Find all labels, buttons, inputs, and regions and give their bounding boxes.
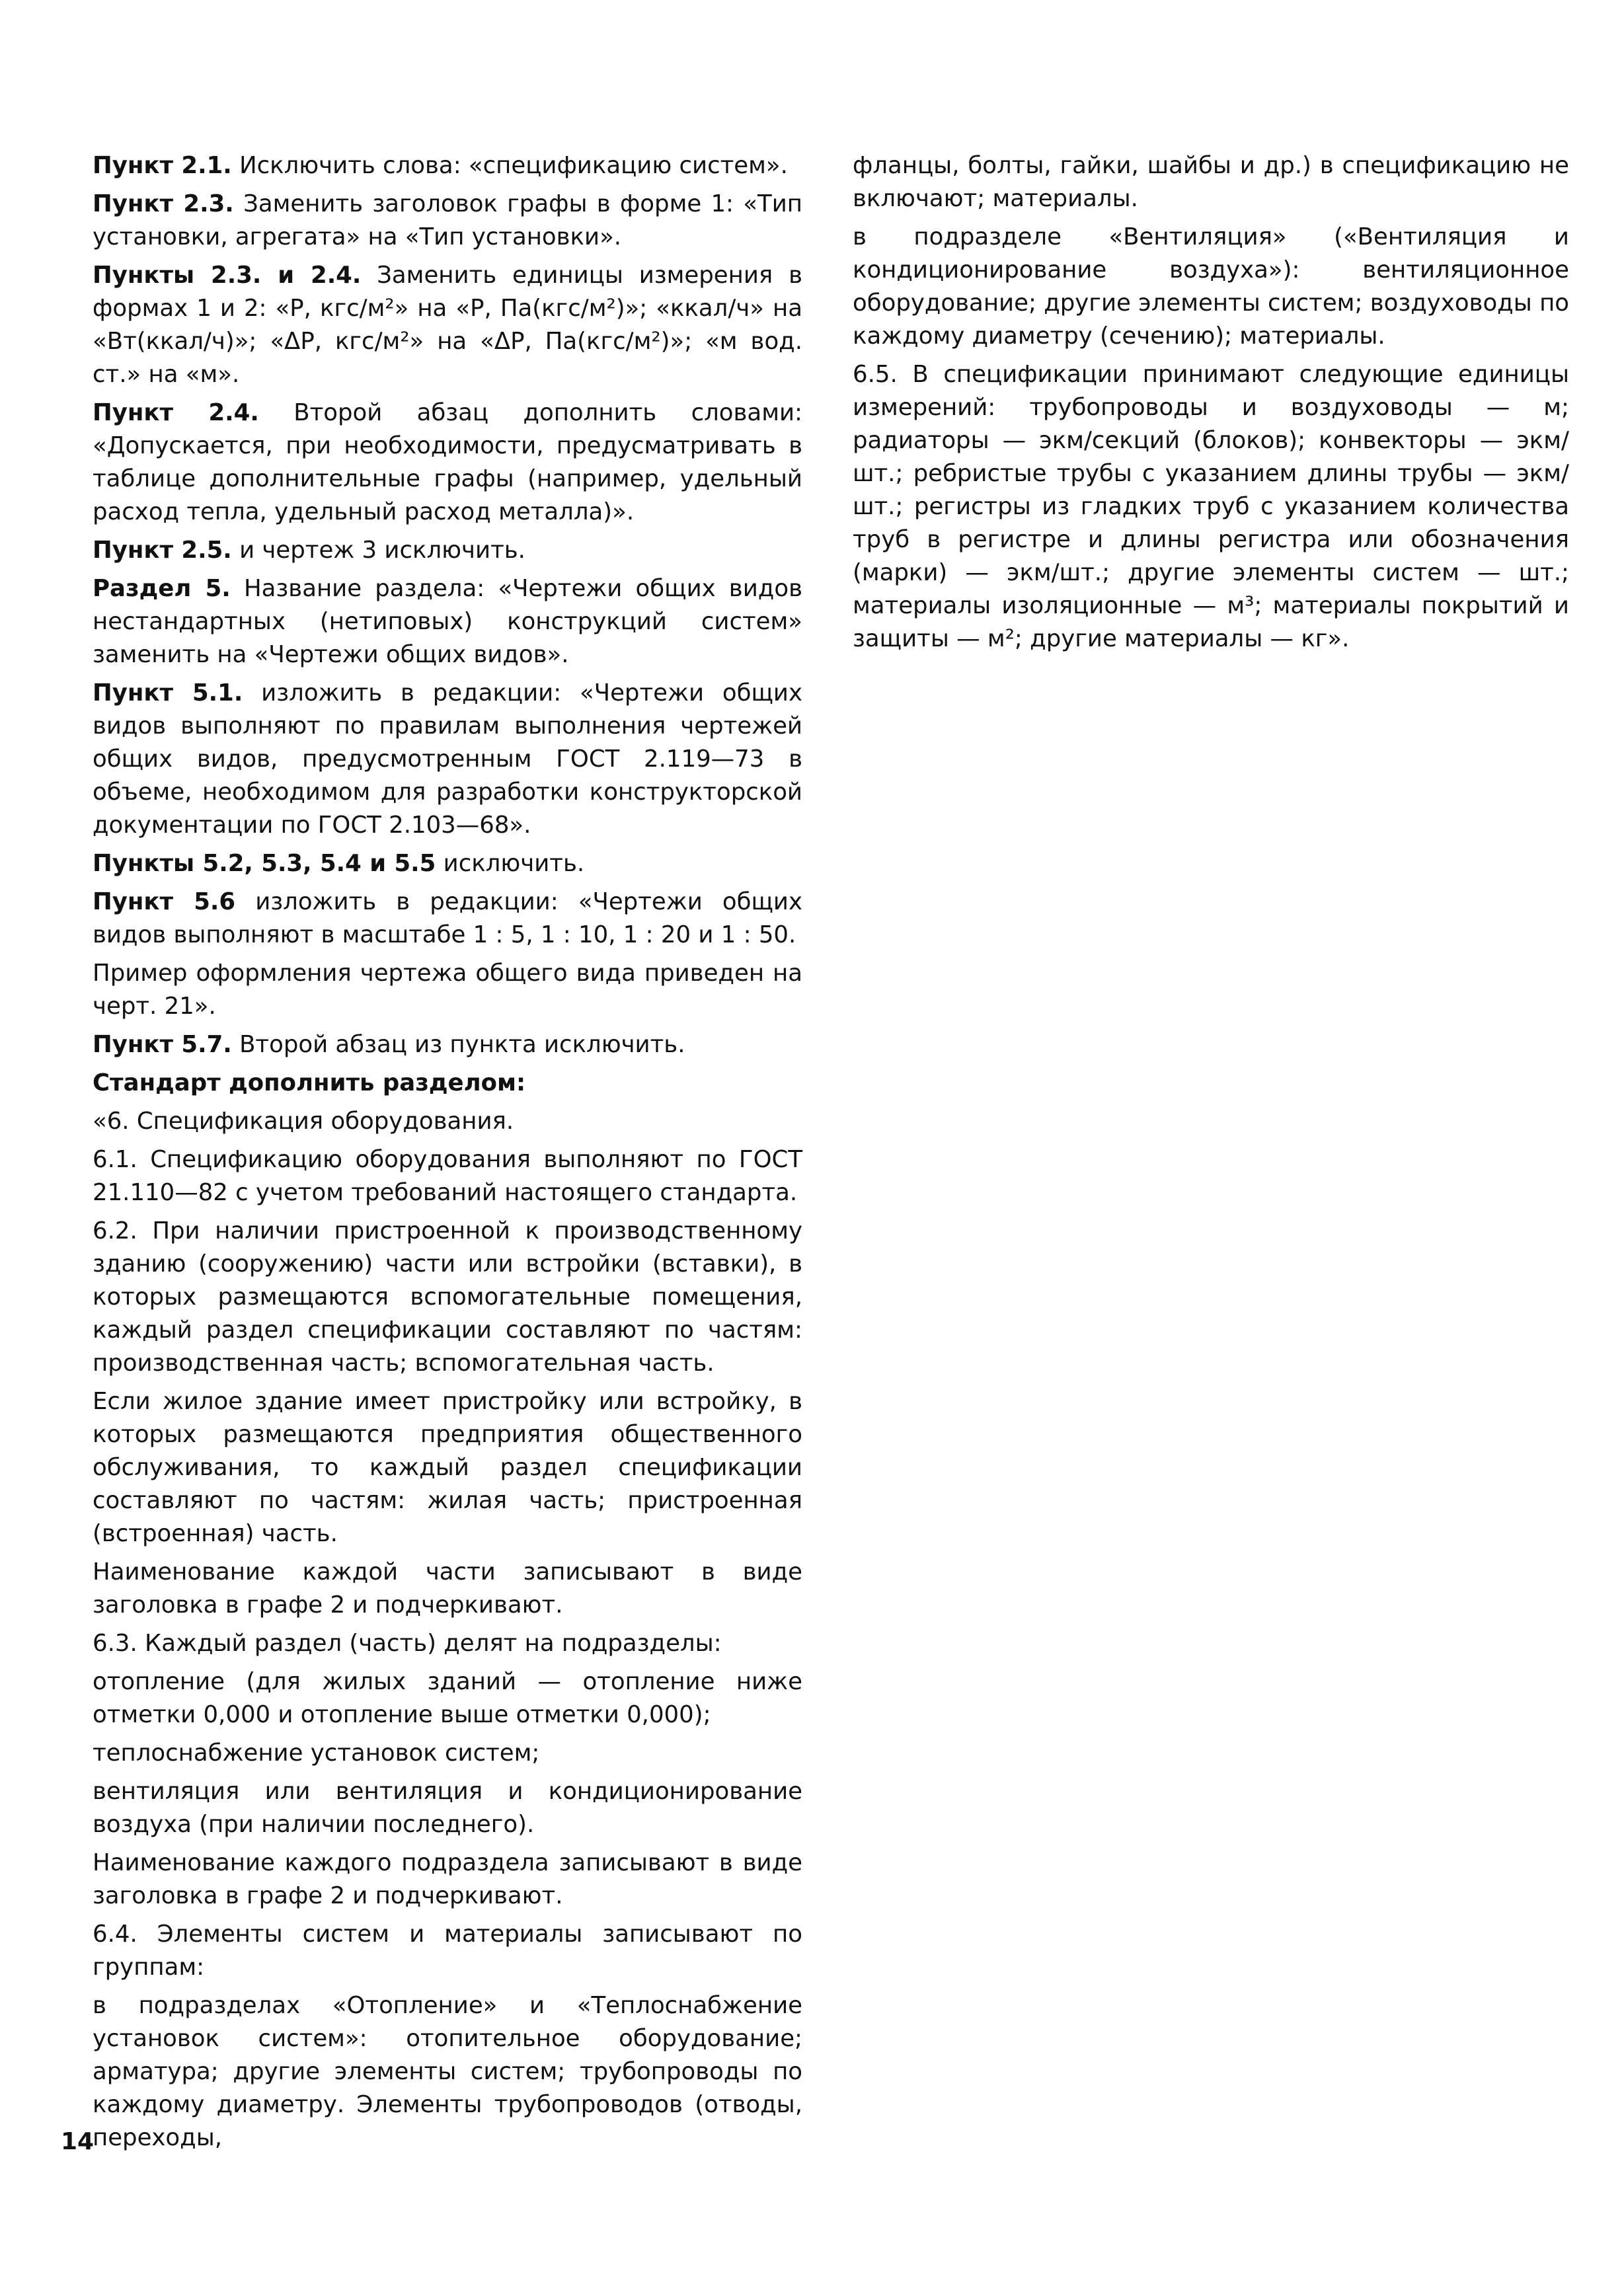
paragraph: 6.1. Спецификацию оборудования выполняют по ГОСТ 21.110—82 с учетом требований настоящего стандарта. — [93, 1146, 802, 1206]
paragraph — [93, 397, 802, 529]
paragraph — [93, 259, 802, 391]
paragraph: Наименование каждого подраздела записывают в виде заголовка в графе 2 и подчеркивают. — [93, 1849, 802, 1909]
paragraph — [93, 149, 802, 182]
paragraph-text: исключить. — [436, 850, 585, 877]
paragraph — [93, 886, 802, 952]
paragraph: Если жилое здание имеет пристройку или встройку, в которых размещаются предприятия общественного обслуживания, то каждый раздел спецификации составляют по частям: жилая часть; пристроенная (встроенная) часть. — [93, 1388, 802, 1547]
paragraph-text: Заменить единицы измерения в формах 1 и 2: «Р, кгс/м²» на «Р, Па(кгс/м²)»; «ккал/ч» на «Вт(ккал/ч)»; «ΔР, кгс/м²» на «ΔР, Па(кгс/м²)»; «м вод. ст.» на «м». — [93, 262, 802, 388]
paragraph — [93, 534, 802, 567]
paragraph-text: Исключить слова: «спецификацию систем». — [231, 152, 788, 179]
paragraph-text: Название раздела: «Чертежи общих видов нестандартных (нетиповых) конструкций систем» заменить на «Чертежи общих видов». — [93, 575, 802, 668]
paragraph-text: изложить в редакции: «Чертежи общих видов выполняют в масштабе 1 : 5, 1 : 10, 1 : 20 и 1 : 50. — [93, 888, 803, 948]
left-column — [93, 149, 802, 2160]
paragraph: 6.4. Элементы систем и материалы записывают по группам: — [93, 1921, 802, 1981]
clause-ref: Пункт 2.5. — [93, 537, 232, 564]
clause-ref: Пункт 2.4. — [93, 399, 259, 426]
paragraph: отопление (для жилых зданий — отопление ниже отметки 0,000 и отопление выше отметки 0,000); — [93, 1668, 802, 1728]
paragraph — [93, 677, 802, 842]
paragraph — [93, 188, 802, 254]
paragraph: Пример оформления чертежа общего вида приведен на черт. 21». — [93, 960, 802, 1020]
clause-ref: Пункт 5.6 — [93, 888, 236, 915]
paragraph — [93, 1028, 802, 1061]
page-number: 14 — [61, 2128, 95, 2155]
paragraph-text: Второй абзац из пункта исключить. — [231, 1031, 685, 1058]
paragraph-text: Второй абзац дополнить словами: «Допускается, при необходимости, предусматривать в таблице дополнительные графы (например, удельный расход тепла, удельный расход металла)». — [93, 399, 803, 525]
paragraph — [93, 572, 802, 671]
paragraph: 6.3. Каждый раздел (часть) делят на подразделы: — [93, 1630, 722, 1657]
paragraph: в подразделе «Вентиляция» («Вентиляция и кондиционирование воздуха»): вентиляционное оборудование; другие элементы систем; воздуховоды по каждому диаметру (сечению); материалы. — [853, 223, 1569, 350]
paragraph: Наименование каждой части записывают в виде заголовка в графе 2 и подчеркивают. — [93, 1558, 802, 1619]
paragraph — [93, 847, 802, 880]
paragraph: вентиляция или вентиляция и кондиционирование воздуха (при наличии последнего). — [93, 1778, 802, 1838]
paragraph: фланцы, болты, гайки, шайбы и др.) в спецификацию не включают; материалы. — [853, 152, 1569, 212]
paragraph: теплоснабжение установок систем; — [93, 1740, 540, 1767]
section-intro: Стандарт дополнить разделом: — [93, 1069, 526, 1096]
paragraph: 6.5. В спецификации принимают следующие единицы измерений: трубопроводы и воздуховоды — м; радиаторы — экм/секций (блоков); конвекторы — экм/шт.; ребристые трубы с указанием длины трубы — экм/шт.; регистры из гладких труб с указанием количества труб в регистре и длины регистра или обозначения (марки) — экм/шт.; другие элементы систем — шт.; материалы изоляционные — м³; материалы покрытий и защиты — м²; другие материалы — кг». — [853, 361, 1569, 652]
clause-ref: Пункт 2.1. — [93, 152, 232, 179]
paragraph: 6.2. При наличии пристроенной к производственному зданию (сооружению) части или встройки (вставки), в которых размещаются вспомогательные помещения, каждый раздел спецификации составляют по частям: производственная часть; вспомогательная часть. — [93, 1217, 802, 1377]
paragraph-text: изложить в редакции: «Чертежи общих видов выполняют по правилам выполнения чертежей общих видов, предусмотренным ГОСТ 2.119—73 в объеме, необходимом для разработки конструкторской документации по ГОСТ 2.103—68». — [93, 679, 803, 839]
paragraph: в подразделах «Отопление» и «Теплоснабжение установок систем»: отопительное оборудование; арматура; другие элементы систем; трубопроводы по каждому диаметру. Элементы трубопроводов (отводы, переходы, — [93, 1992, 802, 2151]
clause-ref: Пункт 5.1. — [93, 679, 243, 707]
section-heading: «6. Спецификация оборудования. — [93, 1108, 514, 1135]
clause-ref: Пункты 5.2, 5.3, 5.4 и 5.5 — [93, 850, 436, 877]
clause-ref: Пункт 5.7. — [93, 1031, 232, 1058]
paragraph-text: и чертеж 3 исключить. — [231, 537, 525, 564]
clause-ref: Раздел 5. — [93, 575, 231, 602]
paragraph-text: Заменить заголовок графы в форме 1: «Тип установки, агрегата» на «Тип установки». — [93, 190, 802, 250]
clause-ref: Пункты 2.3. и 2.4. — [93, 262, 362, 289]
clause-ref: Пункт 2.3. — [93, 190, 234, 217]
right-column — [853, 149, 1569, 661]
